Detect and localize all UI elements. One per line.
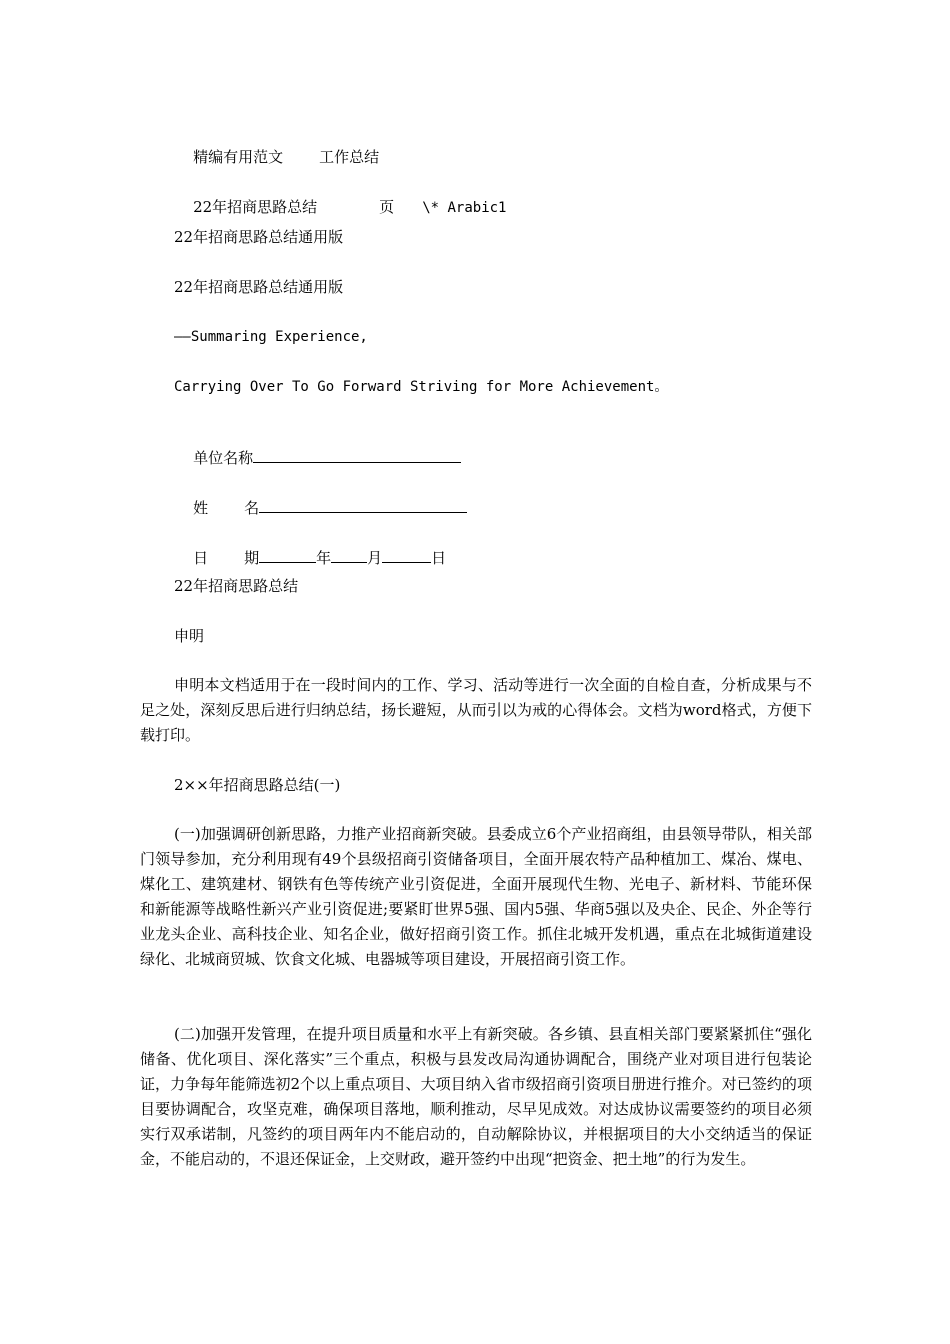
section-title: 2××年招商思路总结(一) bbox=[174, 776, 341, 794]
month-label: 月 bbox=[367, 549, 383, 567]
cover-subtitle-2: Carrying Over To Go Forward Striving for More Achievement。 bbox=[174, 379, 669, 395]
day-label: 日 bbox=[431, 549, 447, 567]
page-line-title: 22年招商思路总结 bbox=[193, 198, 318, 216]
statement-paragraph: 申明本文档适用于在一段时间内的工作、学习、活动等进行一次全面的自检自查，分析成果与不足之处，深刻反思后进行归纳总结，扬长避短，从而引以为戒的心得体会。文档为word格式，方便下载打印。 bbox=[140, 676, 812, 744]
doc-title: 22年招商思路总结 bbox=[174, 577, 299, 595]
year-label: 年 bbox=[316, 549, 332, 567]
page-label: 页 bbox=[379, 198, 395, 216]
header-left: 精编有用范文 bbox=[193, 148, 284, 166]
date-label-1: 日 bbox=[193, 549, 209, 567]
cover-title-2: 22年招商思路总结通用版 bbox=[174, 278, 344, 296]
unit-label: 单位名称 bbox=[193, 449, 254, 467]
body-paragraph-2: (二)加强开发管理，在提升项目质量和水平上有新突破。各乡镇、县直相关部门要紧紧抓住“强化储备、优化项目、深化落实”三个重点，积极与县发改局沟通协调配合，围绕产业对项目进行包装论证，力争每年能筛选初2个以上重点项目、大项目纳入省市级招商引资项目册进行推介。对已签约的项目要协调配合，攻坚克难，确保项目落地，顺利推动，尽早见成效。对达成协议需要签约的项目必须实行双承诺制，凡签约的项目两年内不能启动的，自动解除协议，并根据项目的大小交纳适当的保证金，不能启动的，不退还保证金，上交财政，避开签约中出现“把资金、把土地”的行为发生。 bbox=[140, 1025, 812, 1168]
month-blank bbox=[331, 547, 367, 563]
name-label-1: 姓 bbox=[193, 499, 209, 517]
cover-subtitle-1: ——Summaring Experience, bbox=[174, 329, 368, 345]
person-name-blank bbox=[259, 497, 467, 513]
cover-title-1: 22年招商思路总结通用版 bbox=[174, 228, 344, 246]
name-label-2: 名 bbox=[244, 499, 260, 517]
body-paragraph-1: (一)加强调研创新思路，力推产业招商新突破。县委成立6个产业招商组，由县领导带队，相关部门领导参加，充分利用现有49个县级招商引资储备项目，全面开展农特产品种植加工、煤冶、煤电、煤化工、建筑建材、钢铁有色等传统产业引资促进，全面开展现代生物、光电子、新材料、节能环保和新能源等战略性新兴产业引资促进;要紧盯世界5强、国内5强、华商5强以及央企、民企、外企等行业龙头企业、高科技企业、知名企业，做好招商引资工作。抓住北城开发机遇，重点在北城街道建设绿化、北城商贸城、饮食文化城、电器城等项目建设，开展招商引资工作。 bbox=[140, 825, 812, 968]
header-right: 工作总结 bbox=[319, 148, 380, 166]
day-blank bbox=[382, 547, 431, 563]
year-blank bbox=[259, 547, 316, 563]
date-label-2: 期 bbox=[244, 549, 260, 567]
unit-name-blank bbox=[253, 447, 461, 463]
statement-heading: 申明 bbox=[174, 627, 205, 645]
page-field-code: \* Arabic1 bbox=[422, 200, 507, 216]
